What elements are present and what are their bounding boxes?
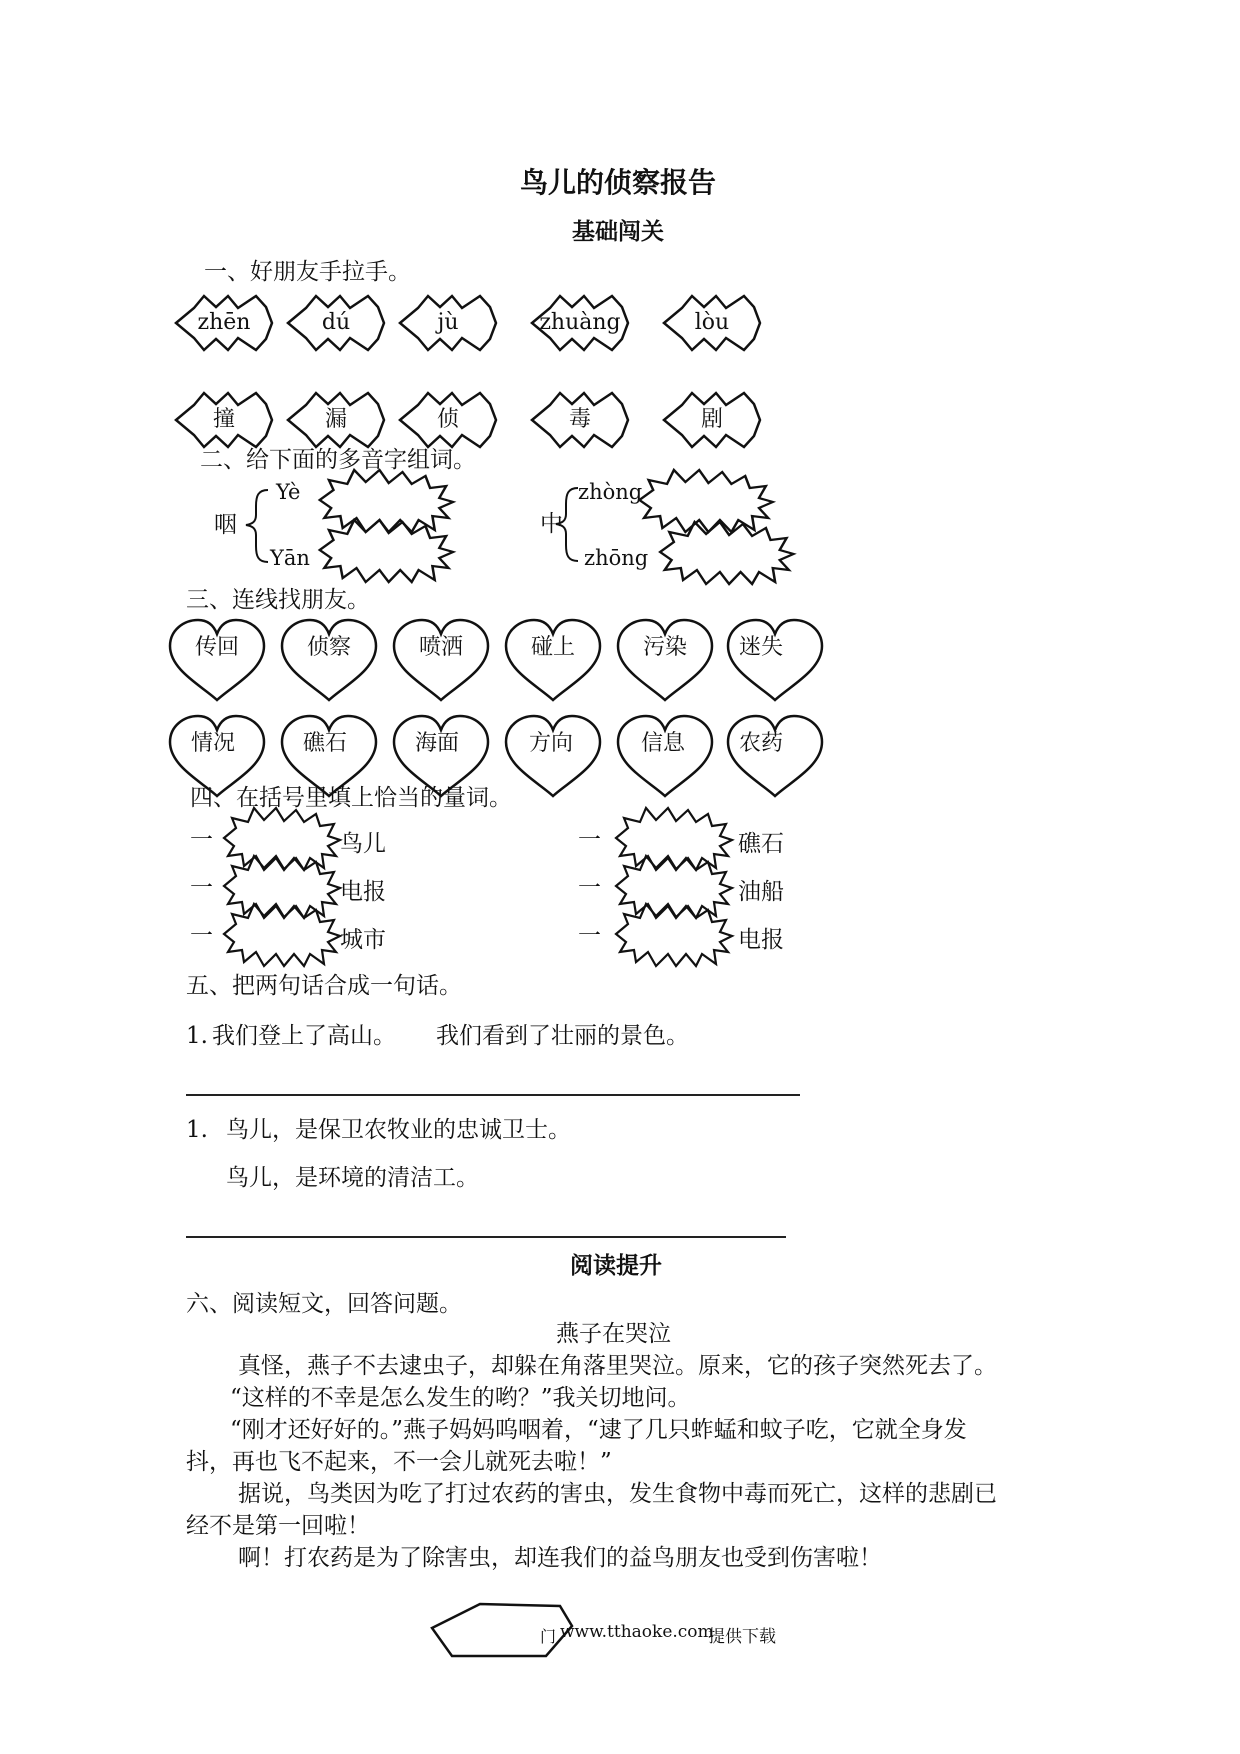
char-label: 侦 <box>436 407 459 432</box>
answer-line[interactable] <box>186 1236 786 1238</box>
heart-word[interactable]: 碰上 <box>530 635 575 660</box>
answer-burst <box>224 808 340 870</box>
answer-burst <box>616 808 732 870</box>
char-label: 剧 <box>700 407 723 432</box>
footer-left: 门 <box>540 1627 557 1646</box>
passage-paragraph: “这样的不幸是怎么发生的哟？”我关切地问。 <box>230 1385 691 1411</box>
numeral-one: 一 <box>190 827 213 853</box>
pinyin-reading: zhòng <box>578 480 643 504</box>
brace-icon <box>246 490 268 562</box>
heart-word[interactable]: 海面 <box>414 731 459 756</box>
heart-word[interactable]: 传回 <box>194 635 239 660</box>
polyphone-char: 中 <box>540 511 563 537</box>
noun-word: 电报 <box>738 927 784 953</box>
noun-word: 鸟儿 <box>340 831 386 857</box>
page-title: 鸟儿的侦察报告 <box>520 166 717 199</box>
polyphone-char: 咽 <box>214 512 237 538</box>
passage-paragraph: 真怪，燕子不去逮虫子，却躲在角落里哭泣。原来，它的孩子突然死去了。 <box>238 1353 997 1379</box>
pinyin-label: zhēn <box>197 310 251 335</box>
heart-word[interactable]: 侦察 <box>306 635 351 660</box>
section-reading-heading: 阅读提升 <box>570 1252 662 1279</box>
numeral-one: 一 <box>578 875 601 901</box>
sentence: 鸟儿，是环境的清洁工。 <box>226 1165 479 1191</box>
section-basic-heading: 基础闯关 <box>572 218 664 245</box>
answer-burst <box>639 470 772 532</box>
q4-heading: 四、在括号里填上恰当的量词。 <box>190 785 512 811</box>
q1-heading: 一、好朋友手拉手。 <box>204 259 411 285</box>
answer-line[interactable] <box>186 1094 800 1096</box>
q6-heading: 六、阅读短文，回答问题。 <box>186 1291 462 1317</box>
char-label: 漏 <box>324 407 347 432</box>
q5-heading: 五、把两句话合成一句话。 <box>186 973 462 999</box>
passage-paragraph: 经不是第一回啦！ <box>186 1513 370 1539</box>
noun-word: 礁石 <box>738 831 784 857</box>
noun-word: 电报 <box>340 879 386 905</box>
passage-paragraph: 抖，再也飞不起来，不一会儿就死去啦！” <box>186 1449 612 1475</box>
q2-heading: 二、给下面的多音字组词。 <box>200 447 476 473</box>
pinyin-reading: Yān <box>270 546 310 570</box>
footer-site-link[interactable]: www.tthaoke.com <box>560 1622 714 1642</box>
noun-word: 城市 <box>340 927 386 953</box>
answer-burst <box>320 470 453 532</box>
heart-word[interactable]: 礁石 <box>302 731 347 756</box>
passage-paragraph: “刚才还好好的。”燕子妈妈呜咽着，“逮了几只蚱蜢和蚊子吃，它就全身发 <box>230 1417 967 1443</box>
sentence: 我们看到了壮丽的景色。 <box>436 1023 689 1049</box>
sentence: 我们登上了高山。 <box>212 1023 396 1049</box>
char-label: 毒 <box>568 407 591 432</box>
char-label: 撞 <box>212 407 235 432</box>
pinyin-reading: zhōng <box>584 546 649 570</box>
q3-heading: 三、连线找朋友。 <box>186 587 370 613</box>
pinyin-label: jù <box>437 310 459 335</box>
heart-word[interactable]: 农药 <box>738 731 783 756</box>
pinyin-reading: Yè <box>276 480 301 504</box>
heart-word[interactable]: 情况 <box>190 731 235 756</box>
sentence: 鸟儿，是保卫农牧业的忠诚卫士。 <box>226 1117 571 1143</box>
answer-burst <box>660 522 793 584</box>
heart-word[interactable]: 迷失 <box>738 635 783 660</box>
heart-word[interactable]: 污染 <box>642 635 687 660</box>
noun-word: 油船 <box>738 879 784 905</box>
numeral-one: 一 <box>578 827 601 853</box>
numeral-one: 一 <box>578 923 601 949</box>
heart-word[interactable]: 方向 <box>528 731 573 756</box>
numeral-one: 一 <box>190 923 213 949</box>
heart-word[interactable]: 信息 <box>640 731 685 756</box>
heart-word[interactable]: 喷洒 <box>418 635 463 660</box>
item-number: 1. <box>186 1117 208 1143</box>
numeral-one: 一 <box>190 875 213 901</box>
pinyin-label: dú <box>321 310 351 335</box>
item-number: 1. <box>186 1023 208 1049</box>
pinyin-label: zhuàng <box>539 310 621 335</box>
passage-title: 燕子在哭泣 <box>556 1321 671 1347</box>
passage-paragraph: 据说，鸟类因为吃了打过农药的害虫，发生食物中毒而死亡，这样的悲剧已 <box>238 1481 997 1507</box>
footer-download-text: 提供下载 <box>708 1627 776 1647</box>
pinyin-label: lòu <box>694 310 730 335</box>
passage-paragraph: 啊！打农药是为了除害虫，却连我们的益鸟朋友也受到伤害啦！ <box>238 1545 882 1571</box>
